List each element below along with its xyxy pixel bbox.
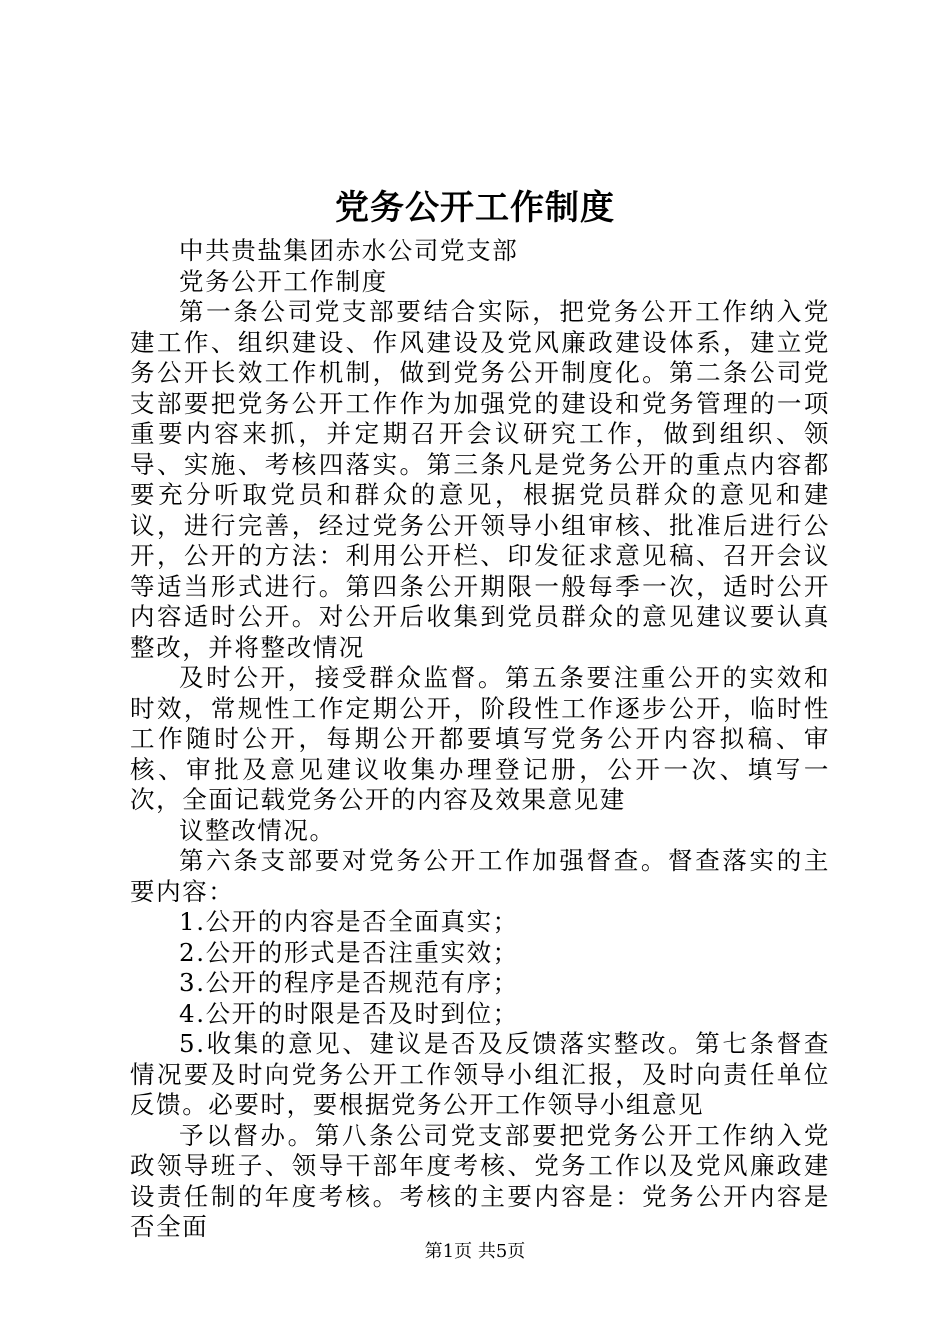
paragraph: 及时公开，接受群众监督。第五条要注重公开的实效和时效，常规性工作定期公开，阶段性工作逐步公开，临时性工作随时公开，每期公开都要填写党务公开内容拟稿、审核、审批及意见建议收集办理登记册，公开一次、填写一次，全面记载党务公开的内容及效果意见建 <box>130 663 830 814</box>
document-body <box>130 236 830 1243</box>
page-footer: 第1页 共5页 <box>424 1241 526 1262</box>
org-name: 中共贵盐集团赤水公司党支部 <box>179 236 519 265</box>
paragraph: 第六条支部要对党务公开工作加强督查。督查落实的主要内容： <box>130 846 830 906</box>
document-title: 党务公开工作制度 <box>335 188 615 228</box>
paragraph: 予以督办。第八条公司党支部要把党务公开工作纳入党政领导班子、领导干部年度考核、党务工作以及党风廉政建设责任制的年度考核。考核的主要内容是：党务公开内容是否全面 <box>130 1120 830 1241</box>
subtitle: 党务公开工作制度 <box>179 266 388 296</box>
list-item: 4.公开的时限是否及时到位； <box>179 998 519 1028</box>
paragraph: 第一条公司党支部要结合实际，把党务公开工作纳入党建工作、组织建设、作风建设及党风廉政建设体系，建立党务公开长效工作机制，做到党务公开制度化。第二条公司党支部要把党务公开工作作为加强党的建设和党务管理的一项重要内容来抓，并定期召开会议研究工作，做到组织、领导、实施、考核四落实。第三条凡是党务公开的重点内容都要充分听取党员和群众的意见，根据党员群众的意见和建议，进行完善，经过党务公开领导小组审核、批准后进行公开，公开的方法：利用公开栏、印发征求意见稿、召开会议等适当形式进行。第四条公开期限一般每季一次，适时公开内容适时公开。对公开后收集到党员群众的意见建议要认真整改，并将整改情况 <box>130 297 830 662</box>
list-item: 5.收集的意见、建议是否及反馈落实整改。第七条督查情况要及时向党务公开工作领导小组汇报，及时向责任单位反馈。必要时，要根据党务公开工作领导小组意见 <box>130 1029 830 1119</box>
paragraph: 议整改情况。 <box>179 815 336 845</box>
list-item: 3.公开的程序是否规范有序； <box>179 968 519 997</box>
list-item: 1.公开的内容是否全面真实； <box>179 907 519 936</box>
list-item: 2.公开的形式是否注重实效； <box>179 937 519 967</box>
